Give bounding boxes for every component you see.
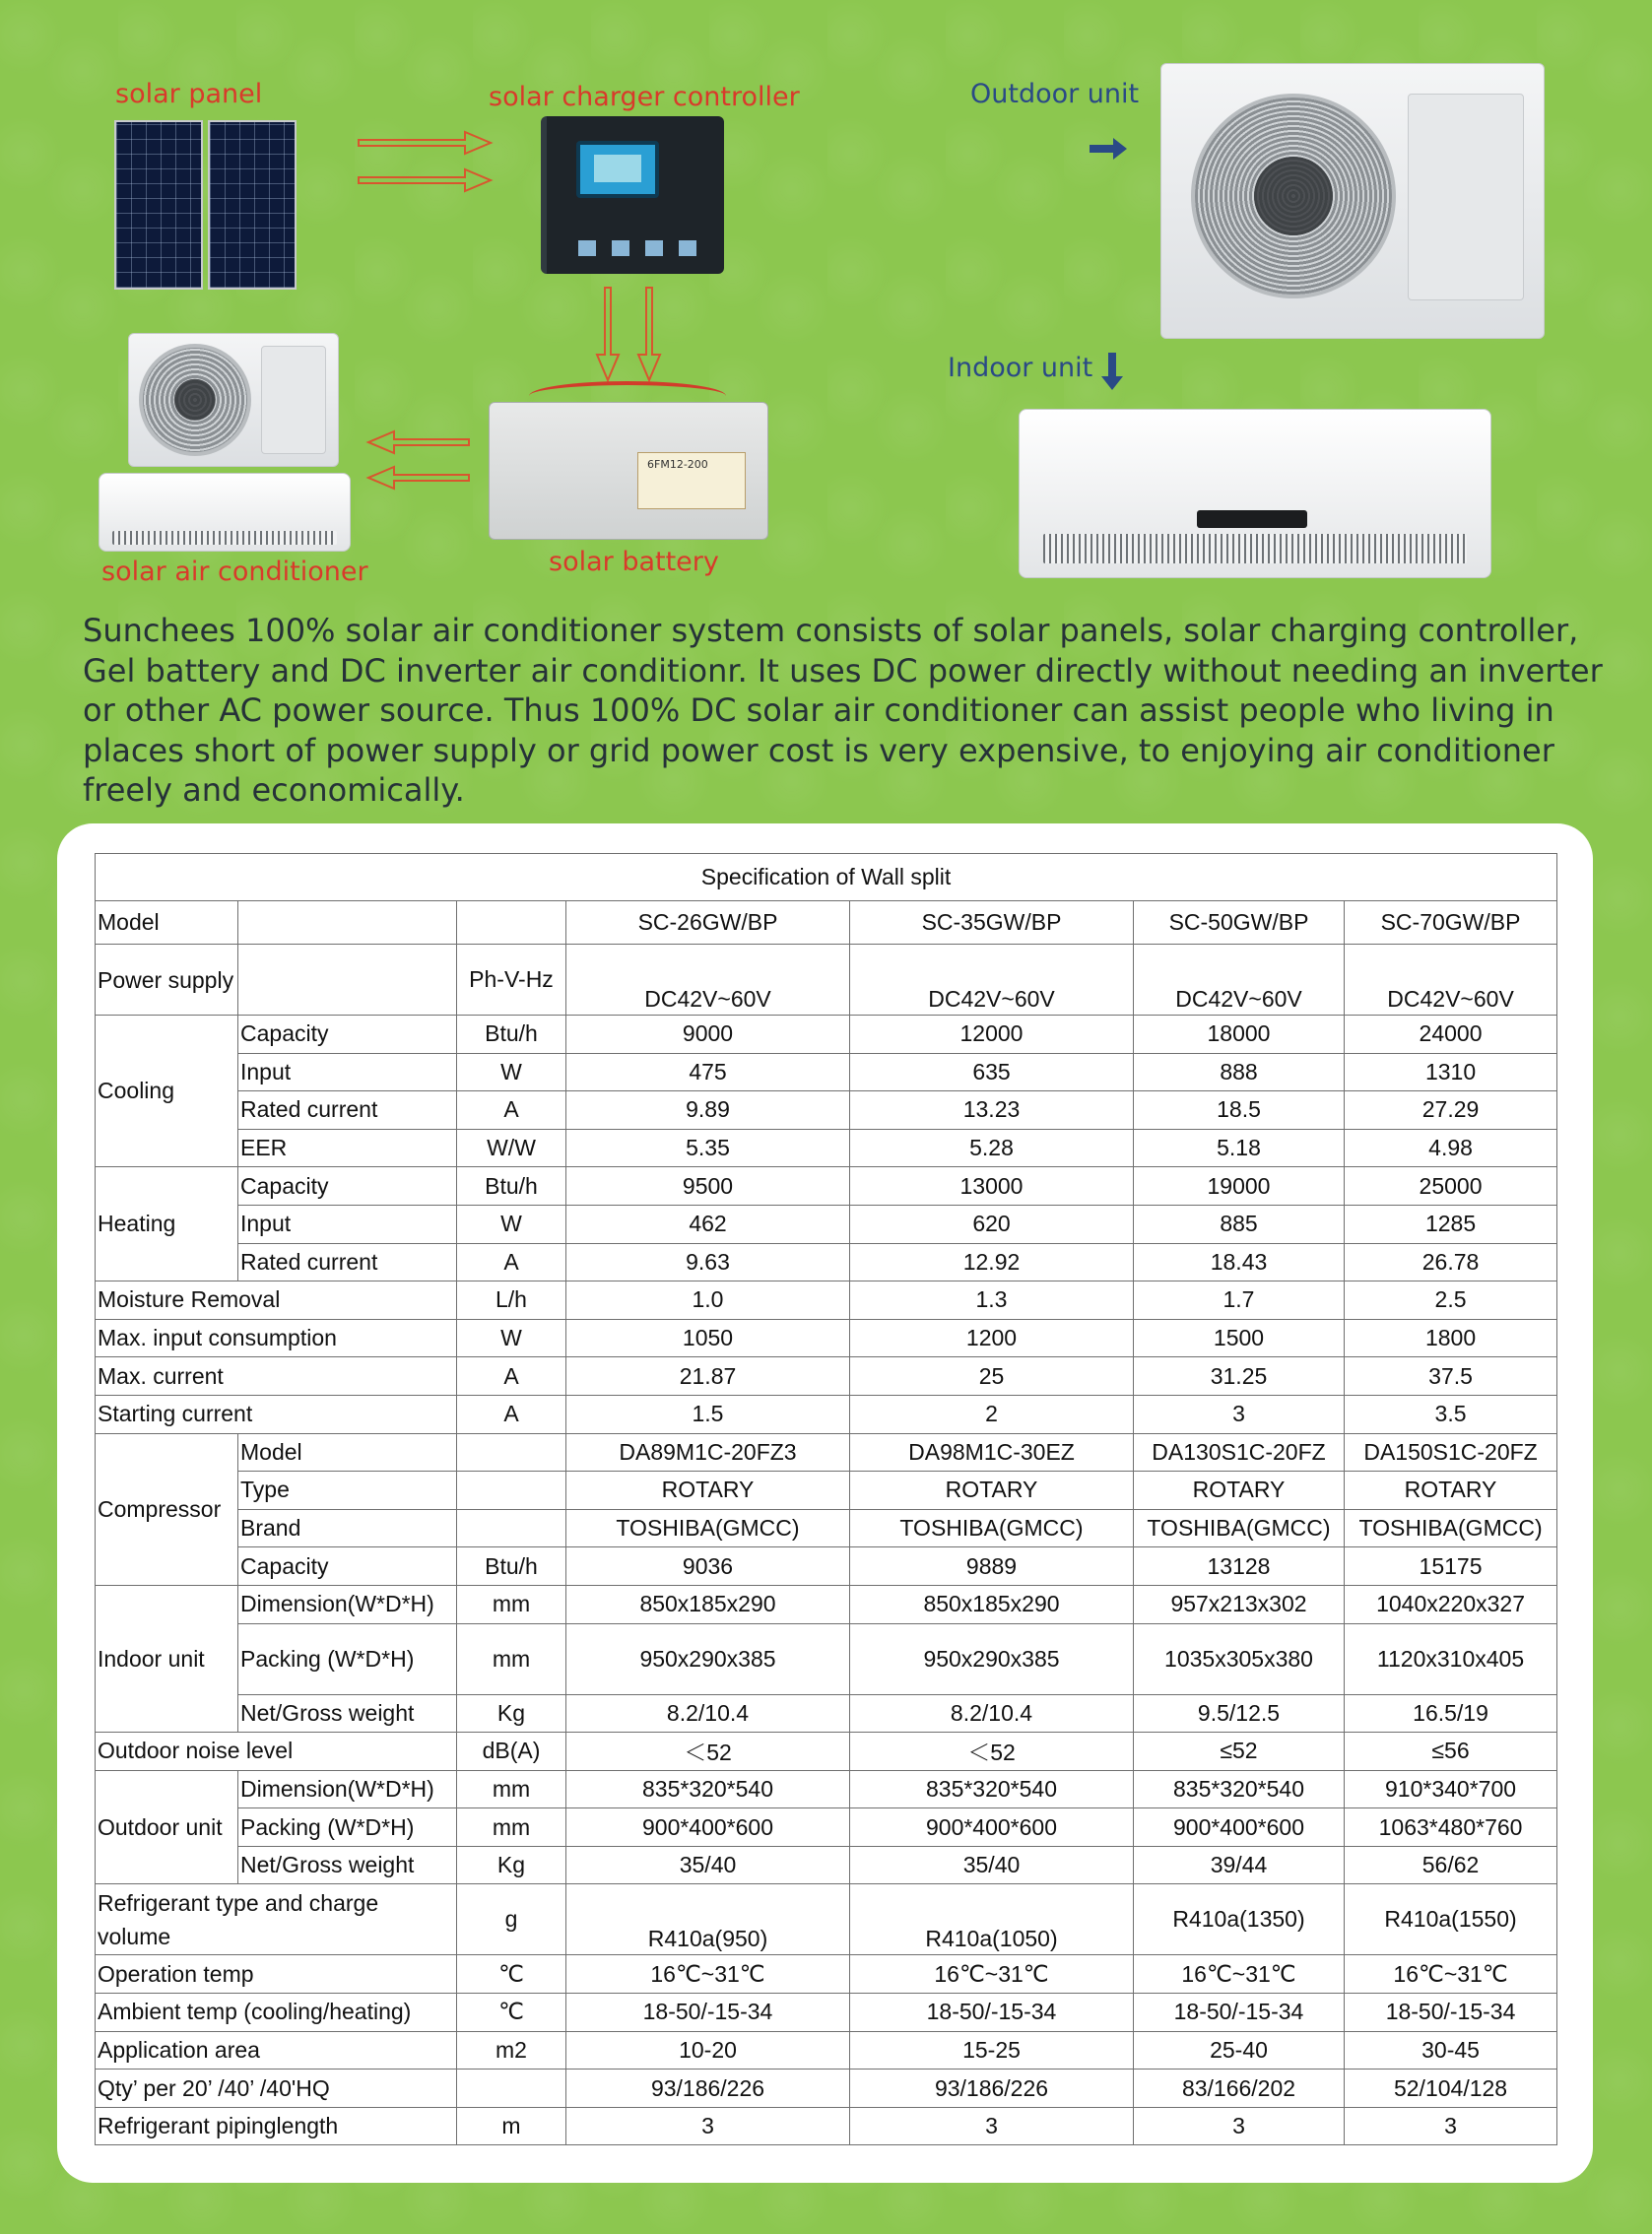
small-outdoor-unit-image <box>128 333 339 467</box>
solar-ac-label: solar air conditioner <box>101 557 368 587</box>
table-row: Compressor Model DA89M1C-20FZ3 DA98M1C-30EZ DA130S1C-20FZ DA150S1C-20FZ <box>96 1433 1557 1472</box>
table-row: Moisture Removal L/h 1.0 1.3 1.7 2.5 <box>96 1281 1557 1320</box>
table-row: Packing (W*D*H) mm 900*400*600 900*400*600 900*400*600 1063*480*760 <box>96 1808 1557 1847</box>
solar-panel-label: solar panel <box>115 79 263 109</box>
battery-label: solar battery <box>549 547 719 577</box>
table-row: Max. current A 21.87 25 31.25 37.5 <box>96 1357 1557 1396</box>
table-row: Model SC-26GW/BP SC-35GW/BP SC-50GW/BP SC-70GW/BP <box>96 901 1557 945</box>
charge-controller-image <box>541 116 724 274</box>
solar-panel-image <box>114 120 203 290</box>
product-description: Sunchees 100% solar air conditioner system consists of solar panels, solar charging controller, Gel battery and DC inverter air conditionr. It uses DC power directly without needing an inverter or other AC power source. Thus 100% DC solar air conditioner can assist people who living in places short of power supply or grid power cost is very expensive, to enjoying air conditioner freely and economically. <box>83 612 1603 809</box>
table-row: Starting current A 1.5 2 3 3.5 <box>96 1395 1557 1433</box>
spec-table <box>95 853 1557 2145</box>
table-row: Outdoor unit Dimension(W*D*H) mm 835*320*540 835*320*540 835*320*540 910*340*700 <box>96 1770 1557 1808</box>
table-title: Specification of Wall split <box>96 854 1557 901</box>
indoor-unit-label: Indoor unit <box>948 353 1093 383</box>
table-row: Heating Capacity Btu/h 9500 13000 19000 25000 <box>96 1167 1557 1206</box>
table-row: Refrigerant type and charge volume g R410a(950) R410a(1050) R410a(1350) R410a(1550) <box>96 1884 1557 1955</box>
outdoor-unit-image <box>1160 63 1545 339</box>
table-row: Indoor unit Dimension(W*D*H) mm 850x185x290 850x185x290 957x213x302 1040x220x327 <box>96 1585 1557 1623</box>
table-row: Operation temp ℃ 16℃~31℃ 16℃~31℃ 16℃~31℃ 16℃~31℃ <box>96 1955 1557 1994</box>
table-row: EER W/W 5.35 5.28 5.18 4.98 <box>96 1129 1557 1167</box>
outdoor-unit-label: Outdoor unit <box>970 79 1140 109</box>
solar-battery-image <box>489 402 768 540</box>
arrow-left-icon <box>364 426 473 494</box>
table-row: Input W 462 620 885 1285 <box>96 1205 1557 1243</box>
battery-model-label: 6FM12-200 <box>647 458 708 471</box>
indoor-unit-image <box>1019 409 1491 578</box>
table-row: Packing (W*D*H) mm 950x290x385 950x290x385 1035x305x380 1120x310x405 <box>96 1623 1557 1694</box>
solar-panel-image <box>208 120 297 290</box>
controller-label: solar charger controller <box>489 82 800 112</box>
table-row: Type ROTARY ROTARY ROTARY ROTARY <box>96 1472 1557 1510</box>
table-row: Input W 475 635 888 1310 <box>96 1053 1557 1091</box>
table-row: Cooling Capacity Btu/h 9000 12000 18000 24000 <box>96 1016 1557 1054</box>
table-row: Refrigerant pipinglength m 3 3 3 3 <box>96 2107 1557 2145</box>
arrow-down-icon <box>1099 353 1125 392</box>
table-row: Rated current A 9.89 13.23 18.5 27.29 <box>96 1091 1557 1130</box>
table-row: Qty’ per 20’ /40’ /40'HQ 93/186/226 93/186/226 83/166/202 52/104/128 <box>96 2070 1557 2108</box>
table-row: Application area m2 10-20 15-25 25-40 30-45 <box>96 2031 1557 2070</box>
table-row: Brand TOSHIBA(GMCC) TOSHIBA(GMCC) TOSHIBA(GMCC) TOSHIBA(GMCC) <box>96 1509 1557 1547</box>
table-row: Ambient temp (cooling/heating) ℃ 18-50/-15-34 18-50/-15-34 18-50/-15-34 18-50/-15-34 <box>96 1994 1557 2032</box>
table-row: Max. input consumption W 1050 1200 1500 1800 <box>96 1319 1557 1357</box>
table-row: Net/Gross weight Kg 8.2/10.4 8.2/10.4 9.5/12.5 16.5/19 <box>96 1694 1557 1733</box>
table-row: Capacity Btu/h 9036 9889 13128 15175 <box>96 1547 1557 1586</box>
small-indoor-unit-image <box>99 473 351 552</box>
table-row: Power supply Ph-V-Hz DC42V~60V DC42V~60V DC42V~60V DC42V~60V <box>96 945 1557 1016</box>
arrow-right-icon <box>1090 136 1129 162</box>
arrow-down-icon <box>593 286 672 384</box>
table-row: Outdoor noise level dB(A) ＜52 ＜52 ≤52 ≤56 <box>96 1733 1557 1771</box>
arrow-right-icon <box>357 128 495 197</box>
table-row: Net/Gross weight Kg 35/40 35/40 39/44 56/62 <box>96 1846 1557 1884</box>
table-row: Rated current A 9.63 12.92 18.43 26.78 <box>96 1243 1557 1281</box>
table-title-row <box>96 854 1557 901</box>
